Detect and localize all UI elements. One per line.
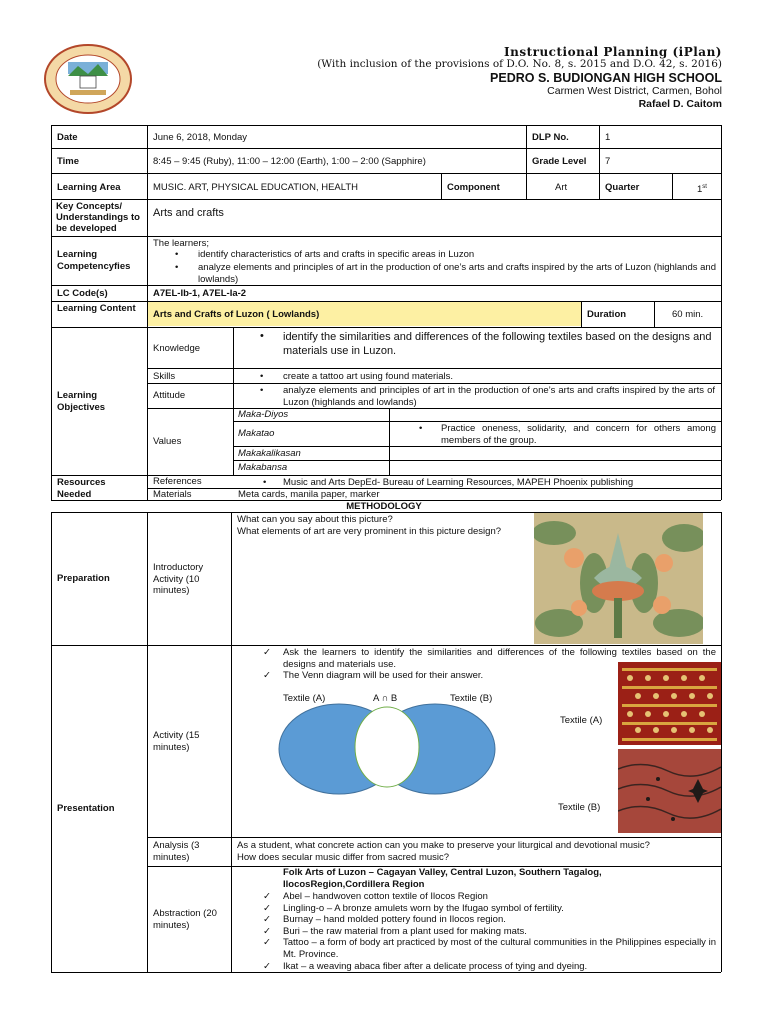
duration-value: 60 min. <box>672 309 704 320</box>
resources-label: Resources Needed <box>57 477 106 500</box>
competency-item: identify characteristics of arts and crafts in specific areas in Luzon <box>198 249 475 260</box>
preparation-label: Preparation <box>57 573 110 584</box>
knowledge-label: Knowledge <box>153 343 201 354</box>
grade-value: 7 <box>605 156 611 167</box>
abstraction-label: Abstraction (20 minutes) <box>153 908 217 931</box>
values-text: Practice oneness, solidarity, and concern for others among members of the group. <box>441 423 716 446</box>
intro-question-2: What elements of art are very prominent in this picture design? <box>237 526 502 537</box>
check-icon: ✓ <box>263 937 271 948</box>
abstraction-item: Burnay – hand molded pottery found in Ilocos region. <box>283 914 506 925</box>
date-label: Date <box>57 132 78 143</box>
competency-bullet: • <box>175 262 179 273</box>
header-title: Instructional Planning (iPlan) <box>504 45 722 59</box>
check-icon: ✓ <box>263 891 271 902</box>
textile-picture <box>534 513 703 644</box>
area-label: Learning Area <box>57 182 121 193</box>
key-concepts-label: Key Concepts/ Understandings to be developed <box>56 201 140 234</box>
attitude-value: analyze elements and principles of art in the production of one’s arts and crafts inspired by the arts of Luzon (highlands and lowlands) <box>283 385 715 408</box>
venn-label-left: Textile (A) <box>283 693 326 704</box>
skills-value: create a tattoo art using found materials. <box>283 371 454 382</box>
abstraction-item: Lingling-o – A bronze amulets worn by the Ifugao symbol of fertility. <box>283 903 564 914</box>
component-label: Component <box>447 182 500 193</box>
time-label: Time <box>57 156 80 167</box>
presentation-label: Presentation <box>57 803 115 814</box>
header-subtitle: (With inclusion of the provisions of D.O. No. 8, s. 2015 and D.O. 42, s. 2016) <box>317 58 722 70</box>
analysis-question-1: As a student, what concrete action can you make to preserve your liturgical and devotional music? <box>237 840 650 851</box>
key-concepts-value: Arts and crafts <box>153 207 224 219</box>
check-icon: ✓ <box>263 926 271 937</box>
school-logo <box>44 44 132 114</box>
references-label: References <box>153 476 202 487</box>
check-icon: ✓ <box>263 647 271 658</box>
check-icon: ✓ <box>263 914 271 925</box>
lc-value: A7EL-Ib-1, A7EL-Ia-2 <box>153 288 247 299</box>
quarter-number: 1 <box>697 184 703 196</box>
attitude-bullet: • <box>260 385 264 396</box>
venn-diagram <box>277 702 497 797</box>
value-item: Makakalikasan <box>238 448 301 459</box>
values-bullet: • <box>419 423 423 434</box>
component-value: Art <box>555 182 568 193</box>
references-value: Music and Arts DepEd- Bureau of Learning Resources, MAPEH Phoenix publishing <box>283 477 634 488</box>
dlp-label: DLP No. <box>532 132 569 143</box>
content-value: Arts and Crafts of Luzon ( Lowlands) <box>153 309 320 320</box>
materials-label: Materials <box>153 489 192 500</box>
abstraction-item: Tattoo – a form of body art practiced by most of the cultural communities in the Philippines especially in Mt. Province. <box>283 937 716 960</box>
quarter-label: Quarter <box>605 182 640 193</box>
content-label: Learning Content <box>57 303 136 314</box>
skills-label: Skills <box>153 371 176 382</box>
activity-item: The Venn diagram will be used for their answer. <box>283 670 484 681</box>
competency-label: Learning Competencyfies <box>57 249 131 272</box>
venn-label-right: Textile (B) <box>450 693 493 704</box>
school-name: PEDRO S. BUDIONGAN HIGH SCHOOL <box>490 71 722 85</box>
analysis-label: Analysis (3 minutes) <box>153 840 200 863</box>
materials-value: Meta cards, manila paper, marker <box>238 489 380 500</box>
skills-bullet: • <box>260 371 264 382</box>
date-value: June 6, 2018, Monday <box>153 132 248 143</box>
school-district: Carmen West District, Carmen, Bohol <box>547 85 722 97</box>
area-value: MUSIC. ART, PHYSICAL EDUCATION, HEALTH <box>153 182 358 193</box>
competency-intro: The learners; <box>153 238 209 249</box>
check-icon: ✓ <box>263 961 271 972</box>
competency-item: analyze elements and principles of art in the production of one’s arts and crafts inspired by the arts of Luzon (highlands and lowlands) <box>198 262 716 285</box>
knowledge-bullet: • <box>260 330 264 342</box>
abstraction-title: Folk Arts of Luzon – Cagayan Valley, Central Luzon, Southern Tagalog, IlocosRegion,Cordillera Region <box>283 867 602 890</box>
value-item: Maka-Diyos <box>238 409 289 420</box>
value-item: Makatao <box>238 428 275 439</box>
objectives-label: Learning Objectives <box>57 390 106 413</box>
lc-label: LC Code(s) <box>57 288 108 299</box>
references-bullet: • <box>263 477 267 488</box>
teacher-name: Rafael D. Caitom <box>638 98 722 110</box>
methodology-title: METHODOLOGY <box>346 501 422 512</box>
competency-bullet: • <box>175 249 179 260</box>
quarter-suffix: st <box>702 184 707 190</box>
analysis-question-2: How does secular music differ from sacred music? <box>237 852 450 863</box>
duration-label: Duration <box>587 309 627 320</box>
venn-label-mid: A ∩ B <box>373 693 398 704</box>
intro-question-1: What can you say about this picture? <box>237 514 393 525</box>
activity-label: Activity (15 minutes) <box>153 730 200 753</box>
abstraction-item: Buri – the raw material from a plant used for making mats. <box>283 926 527 937</box>
abstraction-item: Ikat – a weaving abaca fiber after a delicate process of tying and dyeing. <box>283 961 588 972</box>
knowledge-value: identify the similarities and differences of the following textiles based on the designs and materials use in Luzon. <box>283 331 712 357</box>
dlp-value: 1 <box>605 132 611 143</box>
grade-label: Grade Level <box>532 156 587 167</box>
textile-b-image <box>618 749 721 833</box>
textile-b-label: Textile (B) <box>558 802 601 813</box>
venn-intersection <box>355 707 419 787</box>
check-icon: ✓ <box>263 903 271 914</box>
time-value: 8:45 – 9:45 (Ruby), 11:00 – 12:00 (Earth), 1:00 – 2:00 (Sapphire) <box>153 156 426 167</box>
intro-activity-label: Introductory Activity (10 minutes) <box>153 562 204 596</box>
value-item: Makabansa <box>238 462 288 473</box>
check-icon: ✓ <box>263 670 271 681</box>
textile-a-label: Textile (A) <box>560 715 603 726</box>
abstraction-item: Abel – handwoven cotton textile of Ilocos Region <box>283 891 488 902</box>
attitude-label: Attitude <box>153 390 186 401</box>
quarter-value <box>697 182 707 196</box>
textile-a-image <box>618 662 721 745</box>
activity-item: Ask the learners to identify the similarities and differences of the following textiles based on the designs and materials use. <box>283 647 716 670</box>
values-label: Values <box>153 436 182 447</box>
